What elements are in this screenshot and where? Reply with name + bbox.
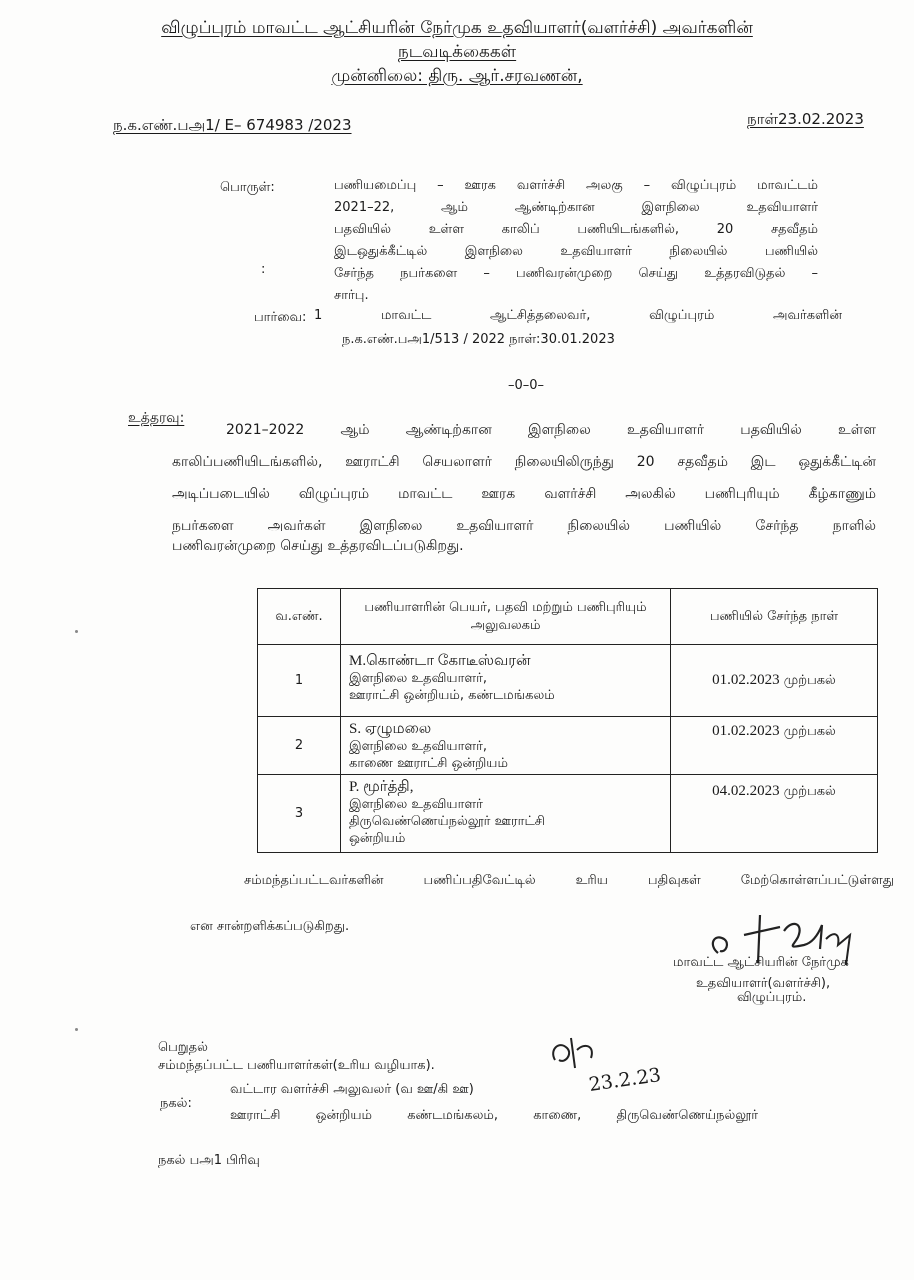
scan-speck <box>75 1028 78 1031</box>
staff-name: P. மூர்த்தி, <box>349 779 414 795</box>
subject-line: இடஒதுக்கீட்டில் இளநிலை உதவியாளர் நிலையில் பணியில் <box>334 244 818 259</box>
order-line: காலிப்பணியிடங்களில், ஊராட்சி செயலாளர் நிலையிலிருந்து 20 சதவீதம் இட ஒதுக்கீட்டின் <box>172 454 876 470</box>
staff-details <box>341 775 671 853</box>
reference-number: ந.க.எண்.பஅ1/ E– 674983 /2023 <box>113 116 352 134</box>
staff-post: இளநிலை உதவியாளர், <box>349 671 488 686</box>
joining-session: முற்பகல் <box>783 724 836 739</box>
staff-office-cont: ஒன்றியம் <box>349 831 406 846</box>
reference-line: 1 மாவட்ட ஆட்சித்தலைவர், விழுப்புரம் அவர்களின் <box>314 308 842 323</box>
certification-line: என சான்றளிக்கப்படுகிறது. <box>190 919 350 934</box>
order-line: அடிப்படையில் விழுப்புரம் மாவட்ட ஊரக வளர்ச்சி அலகில் பணிபுரியும் கீழ்காணும் <box>172 486 876 502</box>
footer-note: நகல் பஅ1 பிரிவு <box>158 1153 260 1168</box>
staff-post: இளநிலை உதவியாளர், <box>349 739 488 754</box>
signature-mark <box>700 905 870 985</box>
joining-date-value: 01.02.2023 <box>712 723 780 739</box>
staff-name: S. ஏழுமலை <box>349 721 432 737</box>
header-title: விழுப்புரம் மாவட்ட ஆட்சியரின் நேர்முக உதவியாளர்(வளர்ச்சி) அவர்களின் <box>161 18 753 38</box>
header-subtitle: நடவடிக்கைகள் <box>397 42 517 62</box>
staff-office: திருவெண்ணெய்நல்லூர் ஊராட்சி <box>349 814 545 829</box>
copy-line: ஊராட்சி ஒன்றியம் கண்டமங்கலம், காணை, திருவெண்ணெய்நல்லூர் <box>230 1108 758 1123</box>
subject-line: பதவியில் உள்ள காலிப் பணியிடங்களில், 20 சதவீதம் <box>334 222 818 237</box>
joining-session: முற்பகல் <box>783 673 836 688</box>
copy-line: வட்டார வளர்ச்சி அலுவலர் (வ ஊ/கி ஊ) <box>230 1082 474 1097</box>
serial-number: 2 <box>258 717 341 775</box>
table-header-row <box>258 589 878 645</box>
subject-line: சார்பு. <box>334 288 369 303</box>
serial-number: 3 <box>258 775 341 853</box>
copy-label: நகல்: <box>160 1096 192 1111</box>
column-header: வ.எண். <box>258 589 341 645</box>
staff-table <box>257 588 878 853</box>
header-presence: முன்னிலை: திரு. ஆர்.சரவணன், <box>331 66 583 86</box>
reference-label: பார்வை: <box>254 310 307 325</box>
subject-line: சேர்ந்த நபர்களை – பணிவரன்முறை செய்து உத்தரவிடுதல் – <box>334 266 818 281</box>
joining-session: முற்பகல் <box>783 784 836 799</box>
signatory-line: விழுப்புரம். <box>737 990 807 1005</box>
scan-speck <box>75 630 78 633</box>
reference-line: ந.க.எண்.பஅ1/513 / 2022 நாள்:30.01.2023 <box>342 332 615 347</box>
order-line: பணிவரன்முறை செய்து உத்தரவிடப்படுகிறது. <box>172 538 464 554</box>
table-row <box>258 717 878 775</box>
section-divider: –0–0– <box>508 378 545 393</box>
column-header: பணியில் சேர்ந்த நாள் <box>671 589 878 645</box>
joining-date <box>671 717 878 775</box>
subject-line: பணியமைப்பு – ஊரக வளர்ச்சி அலகு – விழுப்புரம் மாவட்டம் <box>334 178 818 193</box>
order-line: 2021–2022 ஆம் ஆண்டிற்கான இளநிலை உதவியாளர் பதவியில் உள்ள <box>226 422 876 438</box>
order-date: நாள்23.02.2023 <box>747 110 864 128</box>
recipients-label: பெறுதல் <box>158 1040 208 1055</box>
joining-date-value: 04.02.2023 <box>712 783 780 799</box>
handwritten-date: 23.2.23 <box>587 1064 663 1096</box>
staff-office: காணை ஊராட்சி ஒன்றியம் <box>349 756 508 771</box>
signatory-line: மாவட்ட ஆட்சியரின் நேர்முக <box>673 955 849 970</box>
subject-line: 2021–22, ஆம் ஆண்டிற்கான இளநிலை உதவியாளர் <box>334 200 818 215</box>
staff-post: இளநிலை உதவியாளர் <box>349 797 483 812</box>
order-label: உத்தரவு: <box>128 410 185 426</box>
table-row <box>258 645 878 717</box>
serial-number: 1 <box>258 645 341 717</box>
certification-line: சம்மந்தப்பட்டவர்களின் பணிப்பதிவேட்டில் உரிய பதிவுகள் மேற்கொள்ளப்பட்டுள்ளது <box>244 873 894 888</box>
table-row <box>258 775 878 853</box>
staff-details <box>341 645 671 717</box>
subject-colon: : <box>261 262 266 277</box>
subject-label: பொருள்: <box>220 180 275 195</box>
joining-date-value: 01.02.2023 <box>712 672 780 688</box>
staff-name: M.கொண்டா கோடீஸ்வரன் <box>349 653 531 669</box>
recipients-line: சம்மந்தப்பட்ட பணியாளர்கள்(உரிய வழியாக). <box>158 1058 435 1073</box>
column-header: பணியாளரின் பெயர், பதவி மற்றும் பணிபுரியும் அலுவலகம் <box>341 589 671 645</box>
staff-office: ஊராட்சி ஒன்றியம், கண்டமங்கலம் <box>349 688 555 703</box>
order-line: நபர்களை அவர்கள் இளநிலை உதவியாளர் நிலையில் பணியில் சேர்ந்த நாளில் <box>172 518 876 534</box>
joining-date <box>671 645 878 717</box>
joining-date <box>671 775 878 853</box>
signatory-line: உதவியாளர்(வளர்ச்சி), <box>696 976 831 991</box>
staff-details <box>341 717 671 775</box>
initials-mark <box>545 1030 605 1075</box>
